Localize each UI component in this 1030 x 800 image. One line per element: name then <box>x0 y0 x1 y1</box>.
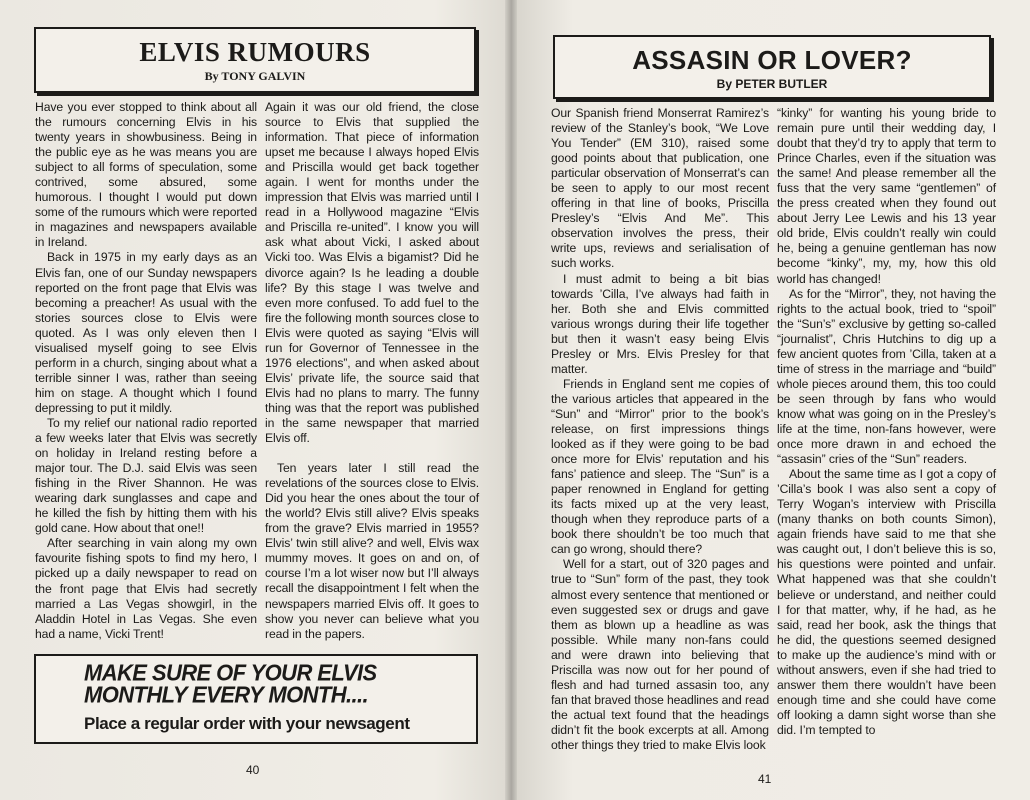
paragraph: After searching in vain along my own favourite fishing spots to find my hero, I picked up a daily newspaper to read on the front page that Elvis had secretly married a Las Vegas showgirl, in the Aladdin Hotel in Las Vegas. She even had a name, Vicki Trent! <box>35 536 257 641</box>
paragraph: “kinky” for wanting his young bride to remain pure until their wedding day, I doubt that they’d try to apply that term to Prince Charles, even if the situation was the same! And please remember all the fuss that the very same “gentlemen” of the press created when they found out about Jerry Lee Lewis and his 13 year old bride, Elvis couldn’t really win could he, being a genuine gentleman has now become “kinky”, my, my, how this old world has changed! <box>777 106 996 286</box>
subscription-ad-box <box>34 654 478 744</box>
paragraph: As for the “Mirror”, they, not having the rights to the actual book, tried to “spoil” the “Sun’s” exclusive by getting so-called “journalist”, Chris Hutchins to dig up a few ancient quotes from ’Cilla, taken at a time of stress in the marriage and “build” whole pieces around them, this too could be seen through by fans who would know what was going on in the Presley’s life at the time, non-fans however, were once more drawn in and echoed the “assasin” cries of the “Sun” readers. <box>777 286 996 467</box>
paragraph: Well for a start, out of 320 pages and true to “Sun” form of the past, they took almost every sentence that mentioned or even suggested sex or drugs and gave them as blown up a headline as was possible. While many non-fans could and were drawn into believing that Priscilla was now out for her pound of flesh and had turned assasin too, any fan that braved those headlines and read the actual text found that the headings didn’t fit the book excerpts at all. Among other things they tried to make Elvis look <box>551 557 769 752</box>
article-byline: By TONY GALVIN <box>204 69 306 83</box>
paragraph: Our Spanish friend Monserrat Ramirez’s review of the Stanley’s book, “We Love You Tender” (EM 310), raised some good points about that publication, one particular observation of Monserrat’s can be seen to apply to our most recent offering in that line of books, Priscilla Presley’s “Elvis And Me”. This observation involves the press, their write ups, reviews and serialisation of such works. <box>551 106 769 271</box>
left-column-2 <box>265 100 479 645</box>
book-gutter <box>505 0 517 800</box>
paragraph: To my relief our national radio reported a few weeks later that Elvis was secretly on holiday in Ireland resting before a major tour. The D.J. said Elvis was seen fishing in the River Shannon. He was wearing dark sunglasses and cape and he killed the fish by hitting them with his gold cane. How about that one!! <box>35 415 257 536</box>
article-title: ASSASIN OR LOVER? <box>632 45 912 75</box>
right-column-1 <box>551 106 769 771</box>
paragraph: I must admit to being a bit bias towards ’Cilla, I’ve always had faith in her. Both she and Elvis committed various wrongs during their life together but then it wasn’t easy being Elvis Presley or Mrs. Elvis Presley for that matter. <box>551 271 769 376</box>
ad-headline-line-1: MAKE SURE OF YOUR ELVIS <box>84 659 377 686</box>
paragraph: Friends in England sent me copies of the various articles that appeared in the “Sun” and “Mirror” prior to the book’s release, on first impressions things looked as if they were going to be bad once more for Elvis’ reputation and his fans’ patience and sleep. The “Sun” is a paper renowned in England for getting its facts mixed up at the very least, though when they reproduce parts of a book there shouldn’t be too much that can go wrong, should there? <box>551 376 769 557</box>
paragraph: Again it was our old friend, the close source to Elvis that supplied the information. That piece of information upset me because I always hoped Elvis and Priscilla would get back together again. I went for months under the impression that Elvis was married until I read in a Hollywood magazine “Elvis and Priscilla re-united”. I know you will ask what about Vicki, I asked about Vicki too. Was Elvis a bigamist? Did he divorce again? Is he leading a double life? By this stage I was twelve and even more confused. To add fuel to the fire the following month sources close to Elvis were quoted as saying “Elvis will run for Governor of Tennessee in the 1976 elections”, and when asked about Elvis’ private life, the source said that Elvis had no plans to marry. The funny thing was that the report was published in the same newspaper that married Elvis off. <box>265 100 479 446</box>
page-number-right: 41 <box>758 772 772 786</box>
right-column-2 <box>777 106 996 771</box>
ad-headline-line-2: MONTHLY EVERY MONTH.... <box>84 681 369 708</box>
paragraph: Ten years later I still read the revelations of the sources close to Elvis. Did you hear the ones about the tour of the world? Elvis still alive? Elvis speaks from the grave? Elvis married in 1955? Elvis’ twin still alive? and well, Elvis wax mummy moves. It goes on and on, of course I’m a lot wiser now but I’ll always recall the disappointment I felt when the newspapers married Elvis off. It goes to show you never can believe what you read in the papers. <box>265 461 479 641</box>
paragraph: Back in 1975 in my early days as an Elvis fan, one of our Sunday newspapers reported on the front page that Elvis was becoming a preacher! As usual with the stories sources close to Elvis were quoted. As I was only eleven then I visualised myself going to see Elvis perform in a church, singing about what a terrible sinner I was, rather than seeing him on stage. A thought which I found depressing to put it mildly. <box>35 250 257 415</box>
right-page <box>511 0 1030 800</box>
article-title: ELVIS RUMOURS <box>139 37 371 67</box>
article-title-box-elvis-rumours <box>34 27 476 93</box>
left-page <box>0 0 511 800</box>
article-title-box-assasin-or-lover <box>553 35 991 99</box>
article-byline: By PETER BUTLER <box>716 77 828 91</box>
paragraph: About the same time as I got a copy of ’Cilla’s book I was also sent a copy of Terry Wogan’s interview with Priscilla (many thanks on both counts Simon), again friends have said to me that she was caught out, I don’t believe this is so, his questions were pointed and unfair. What happened was that she couldn’t believe or understand, and neither could I for that matter, why, if he had, as he said, read her book, ask the things that he did, the questions seemed designed to make up the audience’s mind with or without answers, even if she had tried to answer them there wouldn’t have been enough time and she could have come off looking a damn sight worse than she did. I’m tempted to <box>777 467 996 737</box>
ad-subline: Place a regular order with your newsagent <box>84 714 410 733</box>
left-column-1 <box>35 100 257 641</box>
paragraph: Have you ever stopped to think about all the rumours concerning Elvis in his twenty years in showbusiness. Being in the public eye as he was means you are subject to all forms of speculation, some contrived, some absured, some humorous. I thought I would put down some of the rumours which were reported in magazines and newspapers available in Ireland. <box>35 100 257 250</box>
page-number-left: 40 <box>246 763 260 777</box>
